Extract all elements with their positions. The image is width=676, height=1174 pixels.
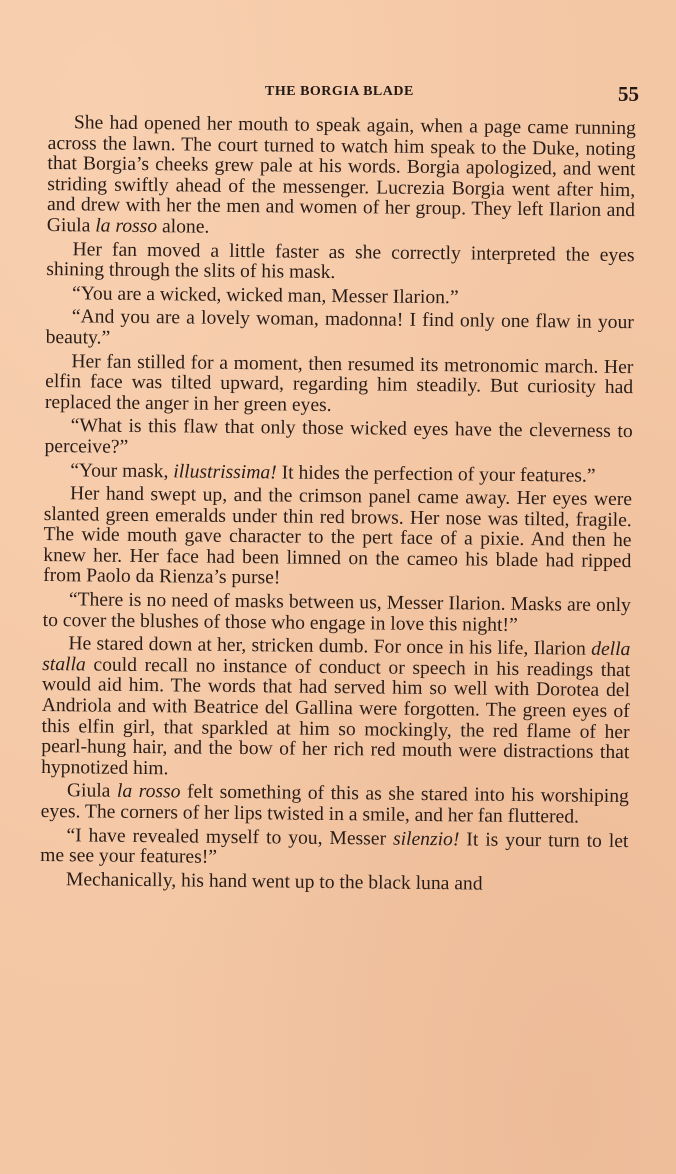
page-number: 55 (618, 82, 639, 106)
running-head (0, 84, 676, 108)
text-run: It is your turn to let me see your features!” (40, 828, 629, 868)
paragraph (47, 113, 636, 243)
paragraph (44, 416, 632, 463)
italic-text: illustrissima! (173, 460, 277, 483)
italic-text: della stalla (42, 638, 631, 676)
italic-text: la rosso (95, 215, 158, 238)
text-run: She had opened her mouth to speak again, when a page came running across the lawn. The court turned to watch him speak to the Duke, noting that Borgia’s cheeks grew pale at his words. Borgia apologized, and went striding swiftly ahead of the messenger. Lucrezia Borgia went after him, and drew with her the men and women of her group. They left Ilarion and Giula (46, 112, 636, 237)
text-run: Her fan stilled for a moment, then resumed its metronomic march. Her elfin face was tilted upward, regarding him steadily. But curiosity had replaced the anger in her green eyes. (44, 350, 634, 416)
text-run: “And you are a lovely woman, madonna! I find only one flaw in your beauty.” (45, 306, 634, 349)
text-run: “What is this flaw that only those wicked eyes have the cleverness to perceive?” (44, 415, 633, 458)
text-run: “I have revealed myself to you, Messer (66, 824, 394, 850)
italic-text: la rosso (116, 781, 181, 803)
paragraph (46, 240, 634, 287)
text-run: alone. (157, 216, 210, 238)
text-run: “There is no need of masks between us, Messer Ilarion. Masks are only to cover the blushes of those who engage in love this night!” (42, 589, 631, 636)
italic-text: silenzio! (392, 828, 460, 850)
paragraph (41, 634, 630, 784)
text-run: “You are a wicked, wicked man, Messer Ilarion.” (72, 283, 459, 309)
text-run: could recall no instance of conduct or speech in his readings that would aid him. The words that had served him so well with Dorotea del Andriola and with Beatrice del Gallina were forgotten. The green eyes of this elfin girl, that sparkled at him so mockingly, the red flame of her pearl-hung hair, and the bow of her rich red mouth were distractions that hypnotized him. (41, 654, 631, 780)
paragraph (46, 307, 634, 354)
paragraph (40, 826, 628, 873)
text-body (40, 113, 636, 899)
text-run: felt something of this as she stared into his worshiping eyes. The corners of her lips twisted in a smile, and her fan fluttered. (40, 781, 629, 828)
text-run: Her fan moved a little faster as she correctly interpreted the eyes shining through the slits of his mask. (46, 238, 635, 284)
running-title: THE BORGIA BLADE (265, 84, 414, 99)
paragraph (43, 590, 631, 637)
text-run: Her hand swept up, and the crimson panel came away. Her eyes were slanted green emeralds under thin red brows. Her nose was tilted, fragile. The wide mouth gave character to the pert face of a pixie. And then he knew her. Her face had been limned on the cameo his blade had ripped from Paolo da Rienza’s purse! (43, 483, 633, 589)
text-run: He stared down at her, stricken dumb. For once in his life, Ilarion (68, 633, 592, 660)
paragraph (43, 484, 632, 593)
text-run: Mechanically, his hand went up to the black luna and (65, 869, 483, 895)
text-run: “Your mask, (70, 459, 174, 482)
paragraph (45, 352, 634, 420)
text-run: It hides the perfection of your features.” (276, 461, 596, 487)
paragraph (40, 870, 628, 897)
text-run: Giula (66, 780, 118, 803)
paragraph (41, 781, 629, 828)
